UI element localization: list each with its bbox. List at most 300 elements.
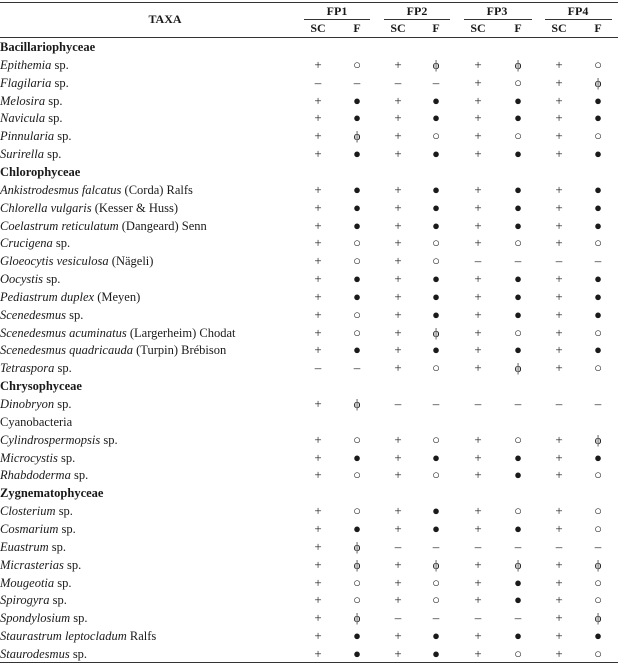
f-cell: ϕ [353,610,361,626]
sc-cell: + [555,592,563,608]
sc-cell: + [314,610,322,626]
sc-cell: + [394,574,402,590]
sc-cell: + [474,146,482,162]
subcolumn-header: SC [310,21,326,35]
sc-cell: + [474,128,482,144]
f-cell: ϕ [514,556,522,572]
sc-cell: + [394,431,402,447]
taxon-genus-species: Euastrum [0,539,49,554]
sc-cell: + [555,235,563,251]
sc-cell: + [474,306,482,322]
table-row [0,217,618,235]
f-cell: ● [514,520,522,536]
sc-cell: + [474,628,482,644]
taxon-authority: (Dangeard) Senn [118,218,207,233]
taxon-genus-species: Pediastrum duplex [0,289,95,304]
sc-cell: + [394,449,402,465]
taxon-authority: Ralfs [126,629,157,644]
sc-cell: + [394,360,402,376]
taxon-authority: sp. [57,450,76,465]
taxon-name [0,109,63,127]
f-cell: ● [432,217,440,233]
f-cell: ● [353,520,361,536]
taxon-authority: (Largerheim) Chodat [126,325,236,340]
f-cell: ○ [432,592,440,608]
sc-cell: + [394,645,402,661]
f-cell: ○ [353,574,361,590]
f-cell: – [514,538,522,554]
sc-cell: + [555,74,563,90]
sc-cell: + [394,288,402,304]
sc-cell: + [314,342,322,358]
sc-cell: + [314,431,322,447]
taxon-name [0,645,87,663]
f-cell: ϕ [432,556,440,572]
table-row [0,341,618,359]
taxon-name [0,359,72,377]
taxon-name [0,56,69,74]
sc-cell: + [474,181,482,197]
sc-cell: + [474,449,482,465]
taxon-name [0,288,140,306]
f-cell: ○ [514,74,522,90]
subcolumn-header: SC [470,21,486,35]
fp-group-underline [464,19,532,20]
fp-group-header: FP4 [567,4,589,18]
sc-cell: + [314,306,322,322]
sc-cell: + [394,217,402,233]
taxon-genus-species: Staurastrum leptocladum [0,629,127,644]
taxon-authority: sp. [55,504,73,519]
f-cell: ● [514,592,522,608]
f-cell: ○ [514,128,522,144]
taxon-genus-species: Cylindrospermopsis [0,432,101,447]
f-cell: ○ [353,467,361,483]
subcolumn-header: F [353,21,361,35]
taxon-name [0,502,73,520]
taxon-authority: sp. [58,521,76,536]
sc-cell: + [314,503,322,519]
f-cell: ● [432,110,440,126]
subcolumn-header: F [432,21,440,35]
table-row [0,145,618,163]
sc-cell: + [394,271,402,287]
f-cell: ● [432,288,440,304]
table-row [0,74,618,92]
table-row [0,92,618,110]
f-cell: ○ [432,467,440,483]
f-cell: ● [514,306,522,322]
sc-cell: + [555,467,563,483]
sc-cell: + [474,110,482,126]
sc-cell: + [394,181,402,197]
f-cell: ● [432,449,440,465]
table-row [0,466,618,484]
taxon-name [0,591,67,609]
f-cell: ● [432,181,440,197]
taxon-group-name: Chlorophyceae [0,164,81,179]
taxon-name [0,217,207,235]
taxon-name [0,609,88,627]
subcolumn-header: F [514,21,522,35]
subcolumn-header: F [594,21,602,35]
sc-cell: + [555,520,563,536]
taxon-authority: (Nägeli) [108,254,154,269]
f-cell: ● [514,288,522,304]
taxon-name [0,395,72,413]
sc-cell: + [314,520,322,536]
taxon-authority: sp. [54,397,72,411]
f-cell: ● [514,467,522,483]
f-cell: ○ [432,574,440,590]
taxon-genus-species: Ankistrodesmus falcatus [0,182,122,197]
fp-group-header: FP1 [326,4,348,18]
taxon-genus-species: Crucigena [0,236,53,251]
sc-cell: + [314,181,322,197]
sc-cell: + [555,503,563,519]
sc-cell: + [314,128,322,144]
table-row [0,538,618,556]
f-cell: ● [514,199,522,215]
taxon-genus-species: Micrasterias [0,557,64,572]
sc-cell: + [394,467,402,483]
f-cell: ● [594,199,602,215]
sc-cell: + [394,235,402,251]
f-cell: ● [353,628,361,644]
taxon-name [0,574,72,592]
f-cell: ● [353,92,361,108]
f-cell: ● [514,271,522,287]
fp-group-header: FP2 [406,4,428,18]
taxon-class-name: Cyanobacteria [0,414,73,429]
sc-cell: + [314,235,322,251]
sc-cell: – [314,74,322,90]
f-cell: ○ [514,503,522,519]
sc-cell: + [474,56,482,72]
sc-cell: + [555,628,563,644]
table-row [0,359,618,377]
f-cell: ○ [432,235,440,251]
group-row [0,413,618,431]
taxon-name [0,466,88,484]
sc-cell: + [314,592,322,608]
group-row [0,38,618,56]
taxon-genus-species: Spirogyra [0,593,50,608]
sc-cell: – [474,396,482,411]
sc-cell: + [474,199,482,215]
table-row [0,502,618,520]
sc-cell: + [394,199,402,215]
sc-cell: + [474,235,482,251]
taxon-genus-species: Chlorella vulgaris [0,200,92,215]
fp-group-underline [384,19,450,20]
sc-cell: + [314,574,322,590]
taxon-genus-species: Gloeocytis vesiculosa [0,254,109,269]
sc-cell: – [394,396,402,411]
taxon-authority: sp. [100,432,118,447]
sc-cell: – [555,253,563,269]
f-cell: ● [353,199,361,215]
table-row [0,556,618,574]
f-cell: ○ [353,253,361,269]
f-cell: ● [353,217,361,233]
f-cell: ○ [594,645,602,661]
sc-cell: + [555,574,563,590]
f-cell: ● [514,146,522,162]
f-cell: ● [353,449,361,465]
f-cell: ϕ [432,56,440,72]
f-cell: ● [514,342,522,358]
f-cell: ○ [353,306,361,322]
sc-cell: + [474,574,482,590]
f-cell: ● [432,503,440,519]
sc-cell: + [394,592,402,608]
taxon-authority: sp. [65,307,84,322]
f-cell: – [432,538,440,554]
f-cell: ● [514,449,522,465]
sc-cell: + [474,324,482,340]
sc-cell: + [555,431,563,447]
f-cell: ● [514,110,522,126]
group-row [0,163,618,181]
sc-cell: – [394,538,402,554]
taxon-name [0,74,69,92]
f-cell: ● [514,217,522,233]
sc-cell: + [555,92,563,108]
sc-cell: + [474,520,482,536]
f-cell: ● [353,181,361,197]
taxon-group-name: Zygnematophyceae [0,486,104,501]
sc-cell: + [555,181,563,197]
sc-cell: + [314,628,322,644]
sc-cell: + [394,503,402,519]
f-cell: ○ [594,467,602,483]
sc-cell: + [474,556,482,572]
table-row [0,591,618,609]
sc-cell: + [555,360,563,376]
f-cell: ● [353,110,361,126]
sc-cell: + [314,645,322,661]
taxon-genus-species: Staurodesmus [0,646,70,661]
sc-cell: + [555,217,563,233]
f-cell: ● [432,628,440,644]
f-cell: ● [514,181,522,197]
sc-cell: – [394,610,402,626]
subcolumn-header: SC [551,21,567,35]
sc-cell: + [474,592,482,608]
taxon-authority: sp. [69,646,88,661]
f-cell: ● [432,199,440,215]
taxon-name [0,145,61,163]
taxon-group-name: Chrysophyceae [0,379,82,394]
table-row [0,324,618,342]
sc-cell: – [474,538,482,554]
taxon-genus-species: Flagilaria [0,75,52,90]
f-cell: – [353,360,361,376]
taxon-authority: (Turpin) Brébison [132,343,227,358]
sc-cell: + [314,253,322,269]
sc-cell: + [394,306,402,322]
taxon-genus-species: Scenedesmus [0,307,66,322]
f-cell: ○ [594,128,602,144]
sc-cell: + [555,271,563,287]
group-row [0,484,618,502]
sc-cell: + [474,431,482,447]
sc-cell: + [394,56,402,72]
sc-cell: + [314,217,322,233]
table-row [0,627,618,645]
sc-cell: – [394,74,402,90]
sc-cell: + [314,271,322,287]
f-cell: ○ [594,592,602,608]
sc-cell: – [555,538,563,554]
sc-cell: + [474,92,482,108]
taxon-authority: (Meyen) [94,289,141,304]
taxon-genus-species: Spondylosium [0,611,71,626]
sc-cell: + [394,110,402,126]
taxon-genus-species: Dinobryon [0,397,55,411]
sc-cell: + [474,360,482,376]
sc-cell: + [474,74,482,90]
taxon-group-name: Bacillariophyceae [0,40,96,54]
taxon-genus-species: Surirella [0,147,44,162]
sc-cell: – [474,610,482,626]
sc-cell: + [555,342,563,358]
f-cell: ● [353,645,361,661]
f-cell: ● [432,645,440,661]
sc-cell: + [314,92,322,108]
taxon-genus-species: Epithemia [0,57,52,72]
taxon-authority: (Kesser & Huss) [91,200,179,215]
taxon-genus-species: Mougeotia [0,575,55,590]
sc-cell: + [474,288,482,304]
f-cell: ○ [594,574,602,590]
sc-cell: + [555,449,563,465]
f-cell: ● [594,449,602,465]
fp-group-underline [545,19,612,20]
taxon-genus-species: Scenedesmus acuminatus [0,325,127,340]
taxon-authority: sp. [49,593,67,608]
taxa-header: TAXA [148,12,182,26]
sc-cell: + [555,199,563,215]
f-cell: ● [432,306,440,322]
table-row [0,306,618,324]
fp-group-underline [304,19,370,20]
f-cell: ○ [353,592,361,608]
taxon-authority: sp. [51,57,69,72]
f-cell: – [432,610,440,626]
sc-cell: + [555,56,563,72]
taxon-genus-species: Scenedesmus quadricauda [0,343,133,358]
table-row [0,449,618,467]
f-cell: ● [594,271,602,287]
taxon-name [0,520,76,538]
sc-cell: + [394,342,402,358]
sc-cell: + [394,556,402,572]
f-cell: ○ [594,324,602,340]
taxon-authority: sp. [70,468,89,483]
table-row [0,109,618,127]
sc-cell: + [474,342,482,358]
sc-cell: + [314,538,322,554]
f-cell: ○ [353,503,361,519]
taxon-genus-species: Melosira [0,93,46,108]
sc-cell: + [555,110,563,126]
f-cell: ϕ [594,556,602,572]
taxon-authority: sp. [45,93,63,108]
f-cell: ● [353,271,361,287]
taxon-name [0,199,178,217]
taxon-genus-species: Navicula [0,111,46,126]
f-cell: ● [353,288,361,304]
table-row [0,574,618,592]
sc-cell: + [555,146,563,162]
f-cell: – [353,74,361,90]
f-cell: ● [594,306,602,322]
f-cell: ϕ [594,431,602,447]
sc-cell: + [474,645,482,661]
f-cell: ○ [432,431,440,447]
taxon-name [0,431,118,449]
taxon-authority: sp. [54,575,72,590]
sc-cell: + [394,128,402,144]
sc-cell: + [314,396,322,411]
taxon-name [0,234,70,252]
taxon-genus-species: Rhabdoderma [0,468,71,483]
f-cell: ○ [594,503,602,519]
taxon-name [0,341,226,359]
taxon-name [0,270,60,288]
f-cell: ○ [432,253,440,269]
taxon-name [0,538,66,556]
taxon-name [0,556,81,574]
sc-cell: + [474,271,482,287]
f-cell: ● [594,146,602,162]
table-row [0,288,618,306]
f-cell: ○ [353,324,361,340]
taxon-authority: sp. [43,272,61,287]
sc-cell: + [555,556,563,572]
table-row [0,609,618,627]
f-cell: – [514,396,522,411]
taxon-authority: sp. [43,147,62,162]
f-cell: ● [432,342,440,358]
sc-cell: + [314,110,322,126]
f-cell: ○ [594,360,602,376]
taxon-authority: sp. [54,129,72,144]
sc-cell: – [474,253,482,269]
table-row [0,181,618,199]
f-cell: ○ [594,56,602,72]
f-cell: ϕ [514,56,522,72]
sc-cell: + [314,56,322,72]
taxon-name [0,92,63,110]
f-cell: ● [594,217,602,233]
f-cell: – [432,74,440,90]
f-cell: ○ [594,520,602,536]
sc-cell: + [314,324,322,340]
taxon-authority: sp. [51,75,69,90]
taxon-name [0,449,75,467]
f-cell: ○ [514,431,522,447]
taxon-name [0,252,153,270]
f-cell: ● [432,271,440,287]
sc-cell: + [555,324,563,340]
table-row [0,234,618,252]
f-cell: ○ [353,431,361,447]
sc-cell: + [394,324,402,340]
f-cell: – [594,253,602,269]
